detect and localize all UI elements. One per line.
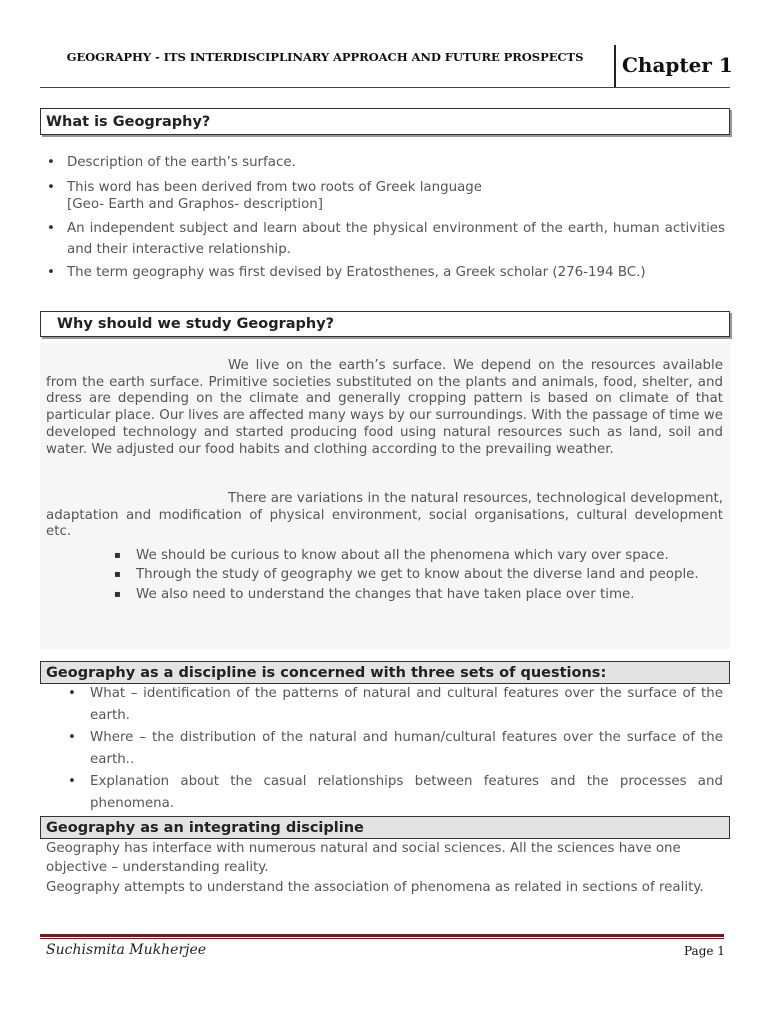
list-item: • Where – the distribution of the natural and human/cultural features over the surface of the earth.. bbox=[64, 727, 723, 771]
paragraph-text: We live on the earth’s surface. We depend on the resources available from the earth surface. Primitive societies substituted on the plants and animals, food, shelter, and dress are depending on the climate and generally cropping pattern is based on climate of that particular place. Our lives are affected many ways by our surroundings. With the passage of time we developed technology and started producing food using natural resources such as land, soil and water. We adjusted our food habits and clothing according to the prevailing weather. bbox=[46, 358, 723, 457]
header-rule bbox=[40, 87, 730, 88]
list-item: ▪ Through the study of geography we get to know about the diverse land and people. bbox=[110, 567, 723, 584]
what-is-geography-list bbox=[45, 154, 725, 281]
list-item: ▪ We also need to understand the changes that have taken place over time. bbox=[110, 587, 723, 604]
list-item: • An independent subject and learn about the physical environment of the earth, human activities and their interactive relationship. bbox=[45, 218, 725, 260]
list-item: • Explanation about the casual relationships between features and the processes and phenomena. bbox=[64, 771, 723, 815]
page-number: Page 1 bbox=[684, 944, 725, 958]
why-study-points bbox=[110, 548, 723, 606]
header-divider bbox=[614, 45, 616, 88]
section-heading-three-questions: Geography as a discipline is concerned with three sets of questions: bbox=[40, 661, 730, 684]
footer-author: Suchismita Mukherjee bbox=[46, 942, 207, 958]
why-study-paragraph-2 bbox=[46, 491, 723, 541]
document-header-title: GEOGRAPHY - ITS INTERDISCIPLINARY APPROACH AND FUTURE PROSPECTS bbox=[66, 50, 584, 64]
list-item: • This word has been derived from two roots of Greek language bbox=[45, 179, 725, 196]
list-item-text: [Geo- Earth and Graphos- description] bbox=[67, 197, 323, 212]
three-questions-list bbox=[64, 683, 723, 815]
footer-rule bbox=[40, 934, 724, 937]
list-item: ▪ We should be curious to know about all the phenomena which vary over space. bbox=[110, 548, 723, 565]
list-item: • The term geography was first devised by Eratosthenes, a Greek scholar (276-194 BC.) bbox=[45, 264, 725, 281]
chapter-label: Chapter 1 bbox=[622, 53, 733, 77]
list-item: • What – identification of the patterns of natural and cultural features over the surface of the earth. bbox=[64, 683, 723, 727]
footer-rule-thin bbox=[40, 938, 724, 939]
section-heading-what-is-geography: What is Geography? bbox=[40, 108, 730, 135]
list-item: • Description of the earth’s surface. bbox=[45, 154, 725, 171]
section-heading-why-study: Why should we study Geography? bbox=[40, 311, 730, 337]
integrating-paragraph-2: Geography attempts to understand the association of phenomena as related in sections of reality. bbox=[46, 880, 704, 895]
list-item-continuation bbox=[45, 196, 725, 213]
section-heading-integrating-discipline: Geography as an integrating discipline bbox=[40, 816, 730, 839]
why-study-paragraph-1 bbox=[46, 358, 723, 458]
paragraph-text: There are variations in the natural resources, technological development, adaptation and modification of physical environment, social organisations, cultural development etc. bbox=[46, 491, 723, 540]
integrating-paragraph-1: Geography has interface with numerous natural and social sciences. All the sciences have one objective – understanding reality. bbox=[46, 841, 681, 875]
